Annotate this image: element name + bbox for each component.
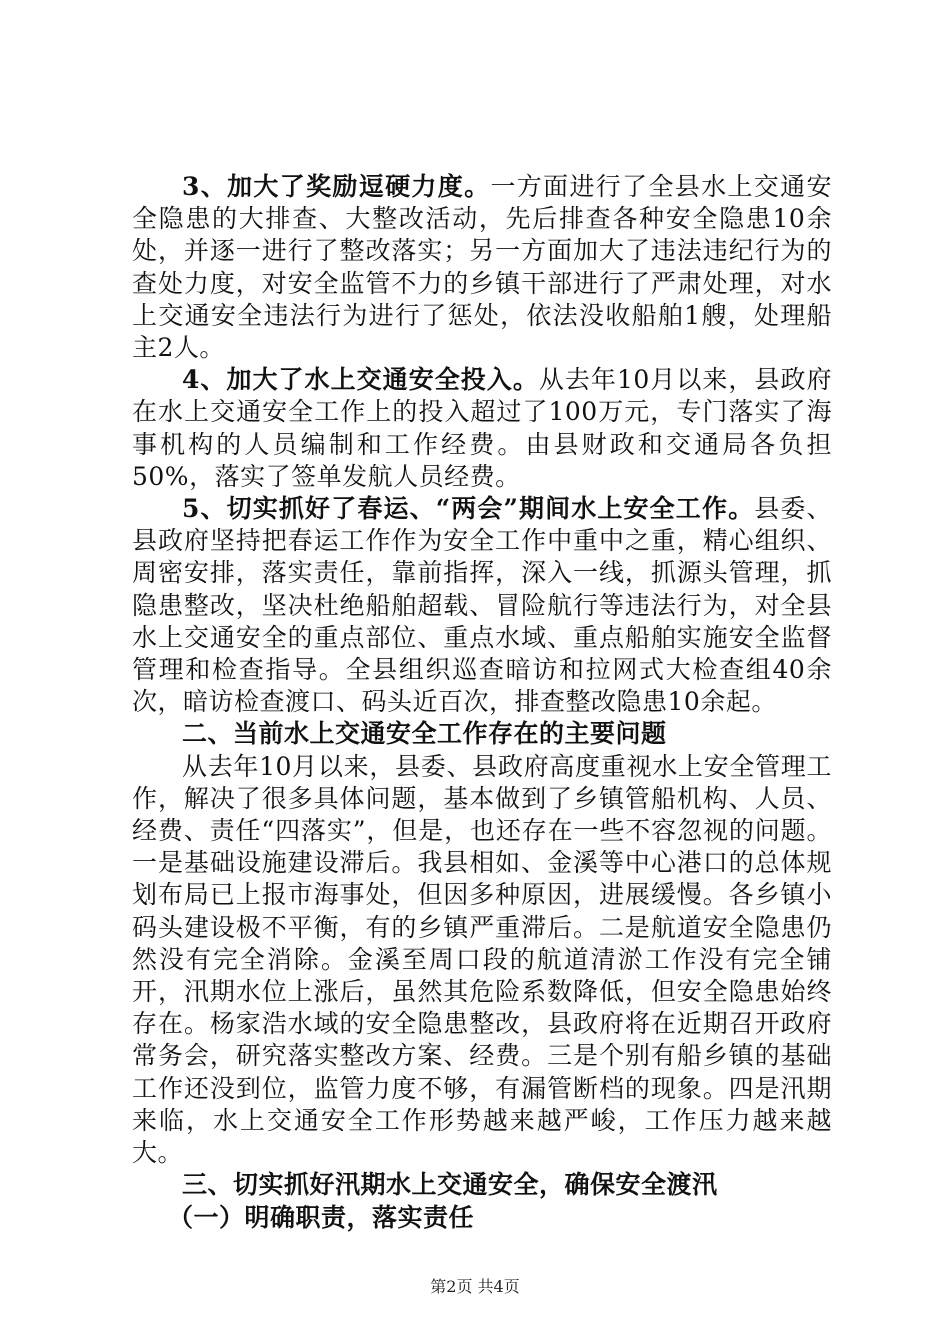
document-body — [132, 171, 832, 1234]
paragraph-3-lead: 3、加大了奖励逗硬力度。 — [182, 172, 491, 201]
paragraph-5-body: 县委、县政府坚持把春运工作作为安全工作中重中之重，精心组织、周密安排，落实责任，靠前指挥，深入一线，抓源头管理，抓隐患整改，坚决杜绝船舶超载、冒险航行等违法行为，对全县水上交通安全的重点部位、重点水域、重点船舶实施安全监督管理和检查指导。全县组织巡查暗访和拉网式大检查组40余次，暗访检查渡口、码头近百次，排查整改隐患10余起。 — [132, 494, 832, 717]
section-3-heading: 三、切实抓好汛期水上交通安全，确保安全渡汛 — [182, 1170, 718, 1200]
section-3-subheading-1: （一）明确职责，落实责任 — [168, 1202, 475, 1232]
paragraph-5 — [132, 493, 832, 718]
paragraph-4-lead: 4、加大了水上交通安全投入。 — [182, 365, 539, 395]
paragraph-3 — [132, 171, 832, 364]
paragraph-3-body: 一方面进行了全县水上交通安全隐患的大排查、大整改活动，先后排查各种安全隐患10余处，并逐一进行了整改落实；另一方面加大了违法违纪行为的查处力度，对安全监管不力的乡镇干部进行了严肃处理，对水上交通安全违法行为进行了惩处，依法没收船舶1艘，处理船主2人。 — [132, 172, 832, 363]
section-2-body: 从去年10月以来，县委、县政府高度重视水上安全管理工作，解决了很多具体问题，基本做到了乡镇管船机构、人员、经费、责任“四落实”，但是，也还存在一些不容忽视的问题。一是基础设施建设滞后。我县相如、金溪等中心港口的总体规划布局已上报市海事处，但因多种原因，进展缓慢。各乡镇小码头建设极不平衡，有的乡镇严重滞后。二是航道安全隐患仍然没有完全消除。金溪至周口段的航道清淤工作没有完全铺开，汛期水位上涨后，虽然其危险系数降低，但安全隐患始终存在。杨家浩水域的安全隐患整改，县政府将在近期召开政府常务会，研究落实整改方案、经费。三是个别有船乡镇的基础工作还没到位，监管力度不够，有漏管断档的现象。四是汛期来临，水上交通安全工作形势越来越严峻，工作压力越来越大。 — [132, 751, 832, 1168]
paragraph-4 — [132, 364, 832, 493]
paragraph-4-body: 从去年10月以来，县政府在水上交通安全工作上的投入超过了100万元，专门落实了海事机构的人员编制和工作经费。由县财政和交通局各负担50%，落实了签单发航人员经费。 — [132, 365, 832, 491]
paragraph-5-lead: 5、切实抓好了春运、“两会”期间水上安全工作。 — [182, 494, 755, 524]
section-2-heading: 二、当前水上交通安全工作存在的主要问题 — [182, 719, 667, 749]
page-footer: 第2页 共4页 — [430, 1277, 520, 1296]
